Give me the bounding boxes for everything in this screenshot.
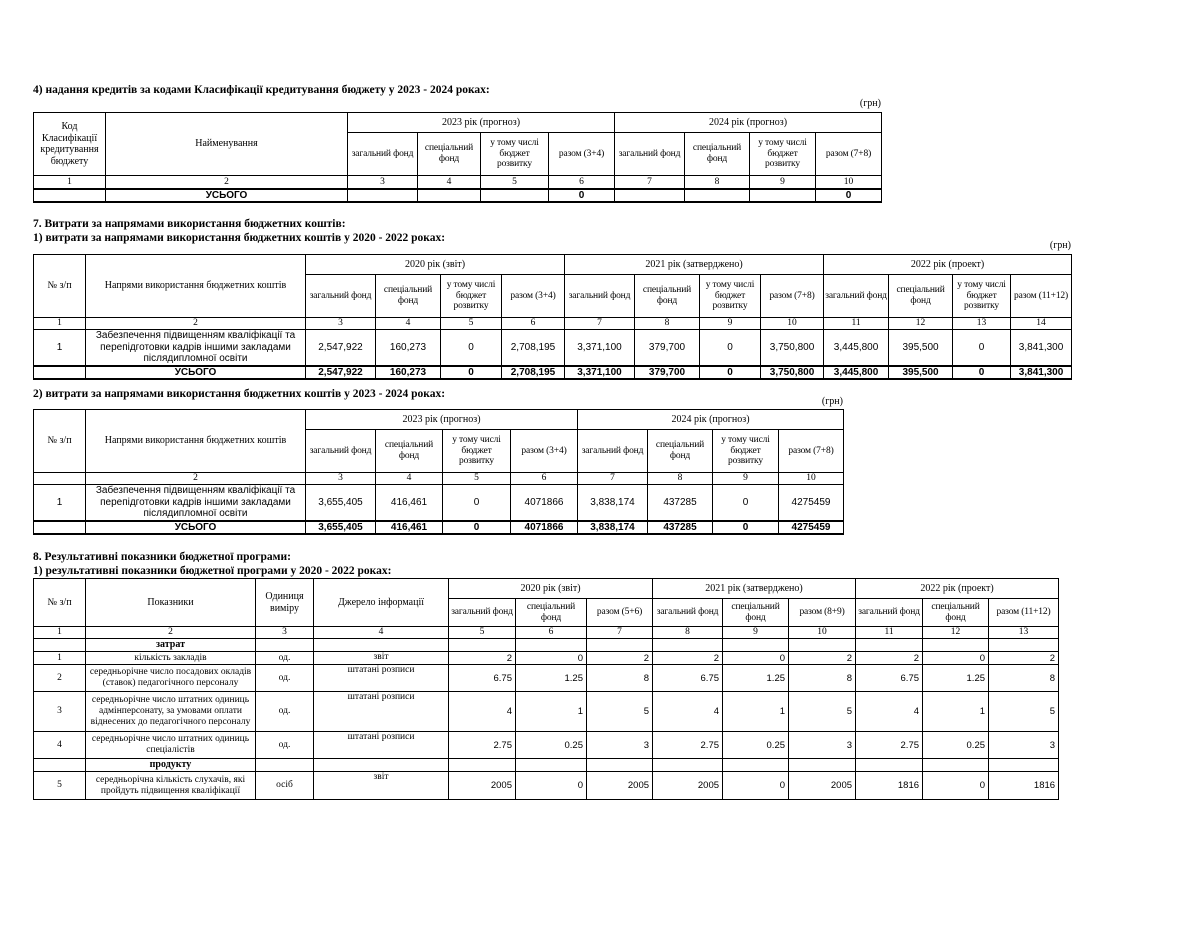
table-row xyxy=(34,692,1059,732)
number-cell: 7 xyxy=(615,176,685,189)
empty-cell xyxy=(923,759,989,772)
numbers-row xyxy=(34,627,1059,639)
value-cell: 0 xyxy=(441,366,502,380)
value-cell: 0 xyxy=(923,772,989,800)
header-cell: загальний фонд xyxy=(449,599,516,627)
header-cell: разом (7+8) xyxy=(761,275,824,318)
header-cell: у тому числі бюджет розвитку xyxy=(750,133,816,176)
value-cell: 395,500 xyxy=(889,330,953,366)
year-group-cell: 2020 рік (звіт) xyxy=(449,579,653,599)
source-cell: штатані розписи xyxy=(314,665,449,692)
value-cell: 4 xyxy=(653,692,723,732)
total-label-cell: УСЬОГО xyxy=(86,521,306,535)
header-cell: Джерело інформації xyxy=(314,579,449,627)
value-cell: 2 xyxy=(587,652,653,665)
header-cell: загальний фонд xyxy=(306,430,376,473)
row-number-cell: 3 xyxy=(34,692,86,732)
numbers-row xyxy=(34,176,882,189)
credits-2023-2024-table xyxy=(33,112,882,203)
empty-cell xyxy=(449,759,516,772)
value-cell: 416,461 xyxy=(376,521,443,535)
number-cell: 4 xyxy=(418,176,481,189)
table-row xyxy=(34,665,1059,692)
header-cell: разом (7+8) xyxy=(816,133,882,176)
header-cell: Напрями використання бюджетних коштів xyxy=(86,255,306,318)
value-cell: 2,708,195 xyxy=(502,366,565,380)
header-row xyxy=(34,579,1059,599)
value-cell: 3,655,405 xyxy=(306,521,376,535)
header-cell: разом (3+4) xyxy=(549,133,615,176)
number-cell: 2 xyxy=(86,318,306,330)
value-cell: 8 xyxy=(587,665,653,692)
value-cell: 0 xyxy=(516,652,587,665)
number-cell: 5 xyxy=(481,176,549,189)
empty-cell xyxy=(516,759,587,772)
value-cell xyxy=(750,189,816,203)
header-row xyxy=(34,113,882,133)
table-row xyxy=(34,732,1059,759)
source-cell: звіт xyxy=(314,652,449,665)
number-cell: 11 xyxy=(856,627,923,639)
year-group-cell: 2024 рік (прогноз) xyxy=(578,410,844,430)
group-label-cell: затрат xyxy=(86,639,256,652)
value-cell: 4 xyxy=(449,692,516,732)
header-cell: Найменування xyxy=(106,113,348,176)
year-group-cell: 2022 рік (проект) xyxy=(856,579,1059,599)
header-cell: № з/п xyxy=(34,410,86,473)
value-cell: 2,708,195 xyxy=(502,330,565,366)
value-cell: 3 xyxy=(789,732,856,759)
number-cell: 9 xyxy=(750,176,816,189)
empty-cell xyxy=(256,639,314,652)
number-cell: 2 xyxy=(86,473,306,485)
header-cell: разом (7+8) xyxy=(779,430,844,473)
value-cell: 6.75 xyxy=(449,665,516,692)
number-cell: 7 xyxy=(587,627,653,639)
value-cell: 3,838,174 xyxy=(578,521,648,535)
number-cell: 8 xyxy=(653,627,723,639)
number-cell: 12 xyxy=(889,318,953,330)
header-cell: разом (11+12) xyxy=(1011,275,1072,318)
header-cell: спеціальний фонд xyxy=(723,599,789,627)
currency-note: (грн) xyxy=(1049,240,1071,251)
header-cell: загальний фонд xyxy=(578,430,648,473)
year-group-cell: 2023 рік (прогноз) xyxy=(306,410,578,430)
row-number-cell: 1 xyxy=(34,652,86,665)
total-row xyxy=(34,366,1072,380)
indicator-name-cell: середньорічне число штатних одиниць спеціалістів xyxy=(86,732,256,759)
number-cell: 1 xyxy=(34,318,86,330)
value-cell: 6.75 xyxy=(856,665,923,692)
header-cell: загальний фонд xyxy=(306,275,376,318)
row-number-cell: 1 xyxy=(34,485,86,521)
value-cell: 379,700 xyxy=(635,330,700,366)
value-cell: 2,547,922 xyxy=(306,330,376,366)
expenses-2023-2024-table xyxy=(33,409,844,535)
empty-cell xyxy=(256,759,314,772)
number-cell: 5 xyxy=(441,318,502,330)
value-cell: 416,461 xyxy=(376,485,443,521)
value-cell: 3,841,300 xyxy=(1011,366,1072,380)
value-cell: 3,838,174 xyxy=(578,485,648,521)
header-cell: № з/п xyxy=(34,255,86,318)
number-cell: 1 xyxy=(34,627,86,639)
value-cell: 3,445,800 xyxy=(824,366,889,380)
group-row xyxy=(34,639,1059,652)
value-cell: 5 xyxy=(989,692,1059,732)
indicator-name-cell: середньорічне число штатних одиниць адмінперсонату, за умовами оплати віднесених до педагогічного персоналу xyxy=(86,692,256,732)
year-group-cell: 2020 рік (звіт) xyxy=(306,255,565,275)
number-cell: 4 xyxy=(376,473,443,485)
number-cell: 13 xyxy=(953,318,1011,330)
total-label-cell: УСЬОГО xyxy=(106,189,348,203)
empty-cell xyxy=(516,639,587,652)
value-cell: 4071866 xyxy=(511,485,578,521)
value-cell: 3,750,800 xyxy=(761,330,824,366)
header-cell: спеціальний фонд xyxy=(418,133,481,176)
value-cell: 0 xyxy=(443,485,511,521)
empty-cell xyxy=(989,759,1059,772)
value-cell: 2 xyxy=(856,652,923,665)
header-cell: Напрями використання бюджетних коштів xyxy=(86,410,306,473)
value-cell: 1.25 xyxy=(516,665,587,692)
empty-cell xyxy=(34,759,86,772)
value-cell: 437285 xyxy=(648,521,713,535)
value-cell: 0 xyxy=(443,521,511,535)
value-cell: 4 xyxy=(856,692,923,732)
value-cell: 5 xyxy=(789,692,856,732)
number-cell: 8 xyxy=(648,473,713,485)
number-cell: 13 xyxy=(989,627,1059,639)
year-group-cell: 2021 рік (затверджено) xyxy=(653,579,856,599)
source-cell: штатані розписи xyxy=(314,692,449,732)
number-cell: 9 xyxy=(723,627,789,639)
empty-cell xyxy=(587,759,653,772)
value-cell: 2 xyxy=(989,652,1059,665)
empty-cell xyxy=(314,759,449,772)
value-cell: 2005 xyxy=(653,772,723,800)
currency-note: (грн) xyxy=(859,98,881,109)
number-cell: 10 xyxy=(789,627,856,639)
value-cell xyxy=(615,189,685,203)
value-cell xyxy=(685,189,750,203)
value-cell: 4071866 xyxy=(511,521,578,535)
year-group-cell: 2021 рік (затверджено) xyxy=(565,255,824,275)
number-cell: 4 xyxy=(314,627,449,639)
empty-cell xyxy=(989,639,1059,652)
value-cell: 1816 xyxy=(856,772,923,800)
numbers-row xyxy=(34,318,1072,330)
header-cell: у тому числі бюджет розвитку xyxy=(700,275,761,318)
number-cell: 10 xyxy=(779,473,844,485)
number-cell: 11 xyxy=(824,318,889,330)
value-cell: 0 xyxy=(953,330,1011,366)
number-cell: 2 xyxy=(86,627,256,639)
section8-title: 8. Результативні показники бюджетної програми: xyxy=(33,551,291,563)
header-cell: загальний фонд xyxy=(615,133,685,176)
value-cell: 160,273 xyxy=(376,330,441,366)
number-cell: 6 xyxy=(511,473,578,485)
number-cell: 9 xyxy=(700,318,761,330)
empty-cell xyxy=(856,759,923,772)
table-row xyxy=(34,330,1072,366)
value-cell: 1 xyxy=(516,692,587,732)
group-row xyxy=(34,759,1059,772)
number-cell: 6 xyxy=(502,318,565,330)
value-cell: 0.25 xyxy=(923,732,989,759)
numbers-row xyxy=(34,473,844,485)
empty-cell xyxy=(723,759,789,772)
section4-title: 4) надання кредитів за кодами Класифікації кредитування бюджету у 2023 - 2024 роках: xyxy=(33,84,490,96)
value-cell: 160,273 xyxy=(376,366,441,380)
value-cell: 2.75 xyxy=(856,732,923,759)
value-cell: 0 xyxy=(713,485,779,521)
value-cell: 0 xyxy=(816,189,882,203)
header-cell: спеціальний фонд xyxy=(923,599,989,627)
number-cell: 7 xyxy=(578,473,648,485)
header-cell: спеціальний фонд xyxy=(635,275,700,318)
value-cell: 3,841,300 xyxy=(1011,330,1072,366)
value-cell: 0.25 xyxy=(723,732,789,759)
value-cell: 0 xyxy=(713,521,779,535)
empty-cell xyxy=(314,639,449,652)
header-cell: у тому числі бюджет розвитку xyxy=(713,430,779,473)
header-cell: у тому числі бюджет розвитку xyxy=(481,133,549,176)
value-cell: 0 xyxy=(953,366,1011,380)
value-cell: 4275459 xyxy=(779,521,844,535)
number-cell: 8 xyxy=(685,176,750,189)
section7-title: 7. Витрати за напрямами використання бюджетних коштів: xyxy=(33,218,346,230)
value-cell xyxy=(418,189,481,203)
header-cell: у тому числі бюджет розвитку xyxy=(953,275,1011,318)
number-cell: 5 xyxy=(443,473,511,485)
unit-cell: од. xyxy=(256,652,314,665)
number-cell: 3 xyxy=(306,318,376,330)
header-row xyxy=(34,255,1072,275)
table-row xyxy=(34,652,1059,665)
indicator-name-cell: середньорічне число посадових окладів (ставок) педагогічного персоналу xyxy=(86,665,256,692)
number-cell: 12 xyxy=(923,627,989,639)
value-cell: 2005 xyxy=(789,772,856,800)
number-cell: 14 xyxy=(1011,318,1072,330)
number-cell: 1 xyxy=(34,176,106,189)
year-group-cell: 2023 рік (прогноз) xyxy=(348,113,615,133)
direction-name-cell: Забезпечення підвищенням кваліфікації та перепідготовки кадрів іншими закладами післядипломної освіти xyxy=(86,330,306,366)
value-cell: 1 xyxy=(723,692,789,732)
table-row xyxy=(34,772,1059,800)
value-cell: 8 xyxy=(789,665,856,692)
row-number-cell: 5 xyxy=(34,772,86,800)
header-cell: загальний фонд xyxy=(348,133,418,176)
empty-cell xyxy=(856,639,923,652)
value-cell: 0 xyxy=(549,189,615,203)
value-cell: 2005 xyxy=(449,772,516,800)
value-cell: 0 xyxy=(700,330,761,366)
header-cell: загальний фонд xyxy=(856,599,923,627)
empty-cell xyxy=(587,639,653,652)
empty-cell xyxy=(789,759,856,772)
value-cell: 437285 xyxy=(648,485,713,521)
value-cell: 0 xyxy=(723,652,789,665)
header-row xyxy=(34,410,844,430)
year-group-cell: 2022 рік (проект) xyxy=(824,255,1072,275)
number-cell: 8 xyxy=(635,318,700,330)
empty-cell xyxy=(34,521,86,535)
number-cell: 10 xyxy=(816,176,882,189)
currency-note: (грн) xyxy=(821,396,843,407)
value-cell: 3,750,800 xyxy=(761,366,824,380)
value-cell: 0 xyxy=(723,772,789,800)
value-cell: 3 xyxy=(989,732,1059,759)
indicator-name-cell: середньорічна кількість слухачів, які пройдуть підвищення кваліфікації xyxy=(86,772,256,800)
empty-cell xyxy=(34,366,86,380)
number-cell: 6 xyxy=(549,176,615,189)
number-cell: 4 xyxy=(376,318,441,330)
empty-cell xyxy=(723,639,789,652)
header-cell: спеціальний фонд xyxy=(516,599,587,627)
value-cell xyxy=(348,189,418,203)
unit-cell: од. xyxy=(256,692,314,732)
total-row xyxy=(34,521,844,535)
total-label-cell: УСЬОГО xyxy=(86,366,306,380)
section8-sub1-title: 1) результативні показники бюджетної програми у 2020 - 2022 роках: xyxy=(33,565,392,577)
header-cell: Код Класифікації кредитування бюджету xyxy=(34,113,106,176)
value-cell: 4275459 xyxy=(779,485,844,521)
header-cell: спеціальний фонд xyxy=(376,275,441,318)
value-cell: 395,500 xyxy=(889,366,953,380)
value-cell: 0 xyxy=(516,772,587,800)
value-cell: 2 xyxy=(653,652,723,665)
value-cell: 2 xyxy=(449,652,516,665)
value-cell: 1816 xyxy=(989,772,1059,800)
value-cell: 0 xyxy=(441,330,502,366)
value-cell: 3 xyxy=(587,732,653,759)
table-row xyxy=(34,485,844,521)
value-cell: 3,371,100 xyxy=(565,330,635,366)
value-cell: 2,547,922 xyxy=(306,366,376,380)
row-number-cell: 1 xyxy=(34,330,86,366)
header-cell: спеціальний фонд xyxy=(376,430,443,473)
header-cell: разом (5+6) xyxy=(587,599,653,627)
header-cell: спеціальний фонд xyxy=(889,275,953,318)
source-cell: штатані розписи xyxy=(314,732,449,759)
value-cell: 5 xyxy=(587,692,653,732)
value-cell: 1.25 xyxy=(923,665,989,692)
value-cell: 1.25 xyxy=(723,665,789,692)
performance-indicators-table xyxy=(33,578,1059,800)
unit-cell: од. xyxy=(256,732,314,759)
header-cell: Одиниця виміру xyxy=(256,579,314,627)
header-cell: спеціальний фонд xyxy=(685,133,750,176)
empty-cell xyxy=(449,639,516,652)
header-cell: разом (8+9) xyxy=(789,599,856,627)
value-cell: 1 xyxy=(923,692,989,732)
number-cell: 7 xyxy=(565,318,635,330)
header-cell: № з/п xyxy=(34,579,86,627)
header-cell: Показники xyxy=(86,579,256,627)
header-cell: загальний фонд xyxy=(824,275,889,318)
header-cell: разом (11+12) xyxy=(989,599,1059,627)
header-cell: загальний фонд xyxy=(565,275,635,318)
section7-sub1-title: 1) витрати за напрямами використання бюджетних коштів у 2020 - 2022 роках: xyxy=(33,232,446,244)
total-row xyxy=(34,189,882,203)
number-cell: 10 xyxy=(761,318,824,330)
number-cell: 5 xyxy=(449,627,516,639)
number-cell: 6 xyxy=(516,627,587,639)
number-cell: 9 xyxy=(713,473,779,485)
value-cell: 6.75 xyxy=(653,665,723,692)
source-cell: звіт xyxy=(314,772,449,800)
number-cell: 3 xyxy=(256,627,314,639)
header-cell: разом (3+4) xyxy=(502,275,565,318)
header-cell: спеціальний фонд xyxy=(648,430,713,473)
empty-cell xyxy=(34,639,86,652)
row-number-cell: 2 xyxy=(34,665,86,692)
header-cell: разом (3+4) xyxy=(511,430,578,473)
empty-cell xyxy=(653,759,723,772)
empty-cell xyxy=(653,639,723,652)
unit-cell: осіб xyxy=(256,772,314,800)
row-number-cell: 4 xyxy=(34,732,86,759)
indicator-name-cell: кількість закладів xyxy=(86,652,256,665)
expenses-2020-2022-table xyxy=(33,254,1072,380)
value-cell: 2.75 xyxy=(653,732,723,759)
header-cell: у тому числі бюджет розвитку xyxy=(443,430,511,473)
empty-cell xyxy=(923,639,989,652)
year-group-cell: 2024 рік (прогноз) xyxy=(615,113,882,133)
value-cell: 2.75 xyxy=(449,732,516,759)
number-cell: 2 xyxy=(106,176,348,189)
number-cell: 3 xyxy=(348,176,418,189)
value-cell: 3,371,100 xyxy=(565,366,635,380)
value-cell: 0.25 xyxy=(516,732,587,759)
value-cell: 379,700 xyxy=(635,366,700,380)
unit-cell: од. xyxy=(256,665,314,692)
number-cell xyxy=(34,473,86,485)
value-cell: 3,655,405 xyxy=(306,485,376,521)
section7-sub2-title: 2) витрати за напрямами використання бюджетних коштів у 2023 - 2024 роках: xyxy=(33,388,446,400)
value-cell: 2 xyxy=(789,652,856,665)
empty-cell xyxy=(789,639,856,652)
direction-name-cell: Забезпечення підвищенням кваліфікації та перепідготовки кадрів іншими закладами післядипломної освіти xyxy=(86,485,306,521)
header-cell: у тому числі бюджет розвитку xyxy=(441,275,502,318)
group-label-cell: продукту xyxy=(86,759,256,772)
empty-cell xyxy=(34,189,106,203)
value-cell: 8 xyxy=(989,665,1059,692)
value-cell: 0 xyxy=(700,366,761,380)
value-cell: 2005 xyxy=(587,772,653,800)
value-cell xyxy=(481,189,549,203)
value-cell: 0 xyxy=(923,652,989,665)
value-cell: 3,445,800 xyxy=(824,330,889,366)
header-cell: загальний фонд xyxy=(653,599,723,627)
number-cell: 3 xyxy=(306,473,376,485)
